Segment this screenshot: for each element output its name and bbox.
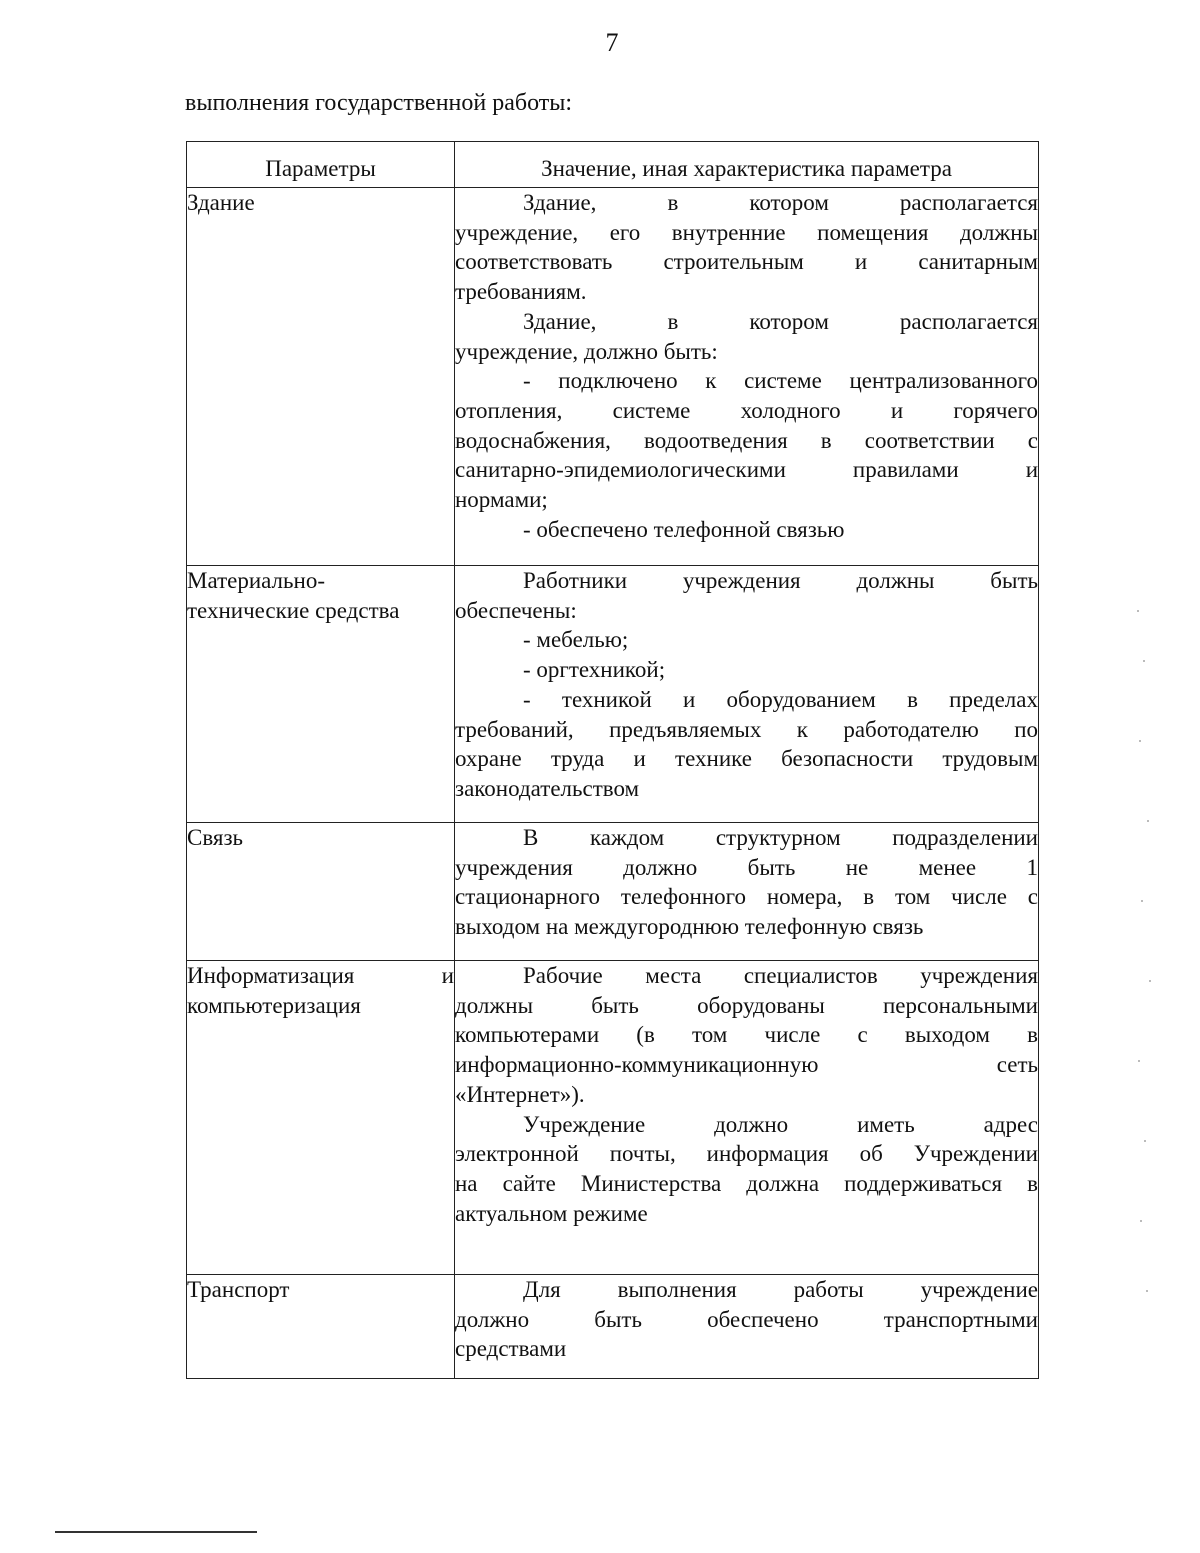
value-line: В каждом структурном подразделении [523, 825, 1038, 850]
scan-speck [1147, 820, 1149, 822]
value-line: - обеспечено телефонной связью [523, 516, 845, 542]
value-line: учреждение, его внутренние помещения должны [455, 219, 1038, 245]
table-row [187, 823, 1039, 961]
value-line: выходом на междугороднюю телефонную связь [455, 914, 924, 940]
value-line: санитарно-эпидемиологическими правилами и [455, 457, 1038, 483]
value-line: средствами [455, 1336, 567, 1362]
table-row [187, 566, 1039, 823]
scan-speck [1144, 1140, 1146, 1142]
value-line: - подключено к системе централизованного [523, 368, 1038, 394]
value-line: отопления, системе холодного и горячего [455, 397, 1038, 423]
parameter-name-line: Материально- [187, 568, 325, 593]
scan-speck [1146, 1290, 1148, 1292]
value-line: должны быть оборудованы персональными [455, 992, 1038, 1018]
value-line: нормами; [455, 487, 548, 513]
header-value: Значение, иная характеристика параметра [455, 142, 1039, 188]
parameter-name-line: Связь [187, 825, 244, 850]
value-line: требованиям. [455, 279, 587, 305]
parameter-name [187, 961, 455, 1275]
value-line: Для выполнения работы учреждение [523, 1277, 1038, 1302]
parameter-name-line: Здание [187, 190, 255, 215]
table-row [187, 188, 1039, 566]
value-line: Учреждение должно иметь адрес [523, 1111, 1038, 1137]
parameter-name-line: технические средства [187, 597, 400, 623]
parameters-table [186, 141, 1039, 1379]
value-line: учреждения должно быть не менее 1 [455, 854, 1038, 880]
parameter-name [187, 566, 455, 823]
header-parameters: Параметры [187, 142, 455, 188]
value-line: электронной почты, информация об Учреждении [455, 1141, 1038, 1167]
table-row [187, 961, 1039, 1275]
parameter-value [455, 566, 1039, 823]
parameter-name-line: Транспорт [187, 1277, 290, 1302]
value-line: учреждение, должно быть: [455, 338, 718, 364]
value-line: Работники учреждения должны быть [523, 568, 1038, 593]
scan-speck [1139, 740, 1141, 742]
parameter-value [455, 961, 1039, 1275]
table-row [187, 1275, 1039, 1379]
value-line: компьютерами (в том числе с выходом в [455, 1022, 1038, 1048]
value-line: стационарного телефонного номера, в том числе с [455, 884, 1038, 910]
value-line: актуальном режиме [455, 1200, 648, 1226]
value-line: законодательством [455, 775, 640, 801]
table-body [187, 188, 1039, 1379]
scan-noise [1135, 600, 1155, 1300]
value-line: информационно-коммуникационную сеть [455, 1052, 1038, 1078]
scan-speck [1140, 1220, 1142, 1222]
value-line: Здание, в котором располагается [523, 190, 1038, 215]
scan-speck [1138, 1060, 1140, 1062]
intro-text: выполнения государственной работы: [185, 90, 573, 116]
value-line: требований, предъявляемых к работодателю по [455, 716, 1038, 742]
value-line: водоснабжения, водоотведения в соответствии с [455, 427, 1038, 453]
value-line: - техникой и оборудованием в пределах [523, 686, 1038, 712]
scan-speck [1137, 610, 1139, 612]
page-number: 7 [605, 28, 619, 57]
parameter-name-line: Информатизация и [187, 963, 454, 988]
parameter-value [455, 1275, 1039, 1379]
value-line: обеспечены: [455, 597, 577, 623]
value-line: - оргтехникой; [523, 657, 666, 683]
table-header-row [187, 142, 1039, 188]
scan-speck [1149, 980, 1151, 982]
value-line: на сайте Министерства должна поддерживаться в [455, 1170, 1038, 1196]
parameter-name-line: компьютеризация [187, 992, 361, 1018]
value-line: - мебелью; [523, 627, 629, 653]
value-line: «Интернет»). [455, 1081, 585, 1107]
parameter-name [187, 823, 455, 961]
value-line: Здание, в котором располагается [523, 308, 1038, 334]
value-line: соответствовать строительным и санитарным [455, 249, 1038, 275]
parameter-name [187, 188, 455, 566]
value-line: Рабочие места специалистов учреждения [523, 963, 1038, 988]
parameter-value [455, 823, 1039, 961]
footnote-separator [55, 1531, 257, 1533]
scan-speck [1141, 900, 1143, 902]
value-line: должно быть обеспечено транспортными [455, 1306, 1038, 1332]
scan-speck [1143, 660, 1145, 662]
parameter-value [455, 188, 1039, 566]
parameter-name [187, 1275, 455, 1379]
value-line: охране труда и технике безопасности трудовым [455, 746, 1038, 772]
